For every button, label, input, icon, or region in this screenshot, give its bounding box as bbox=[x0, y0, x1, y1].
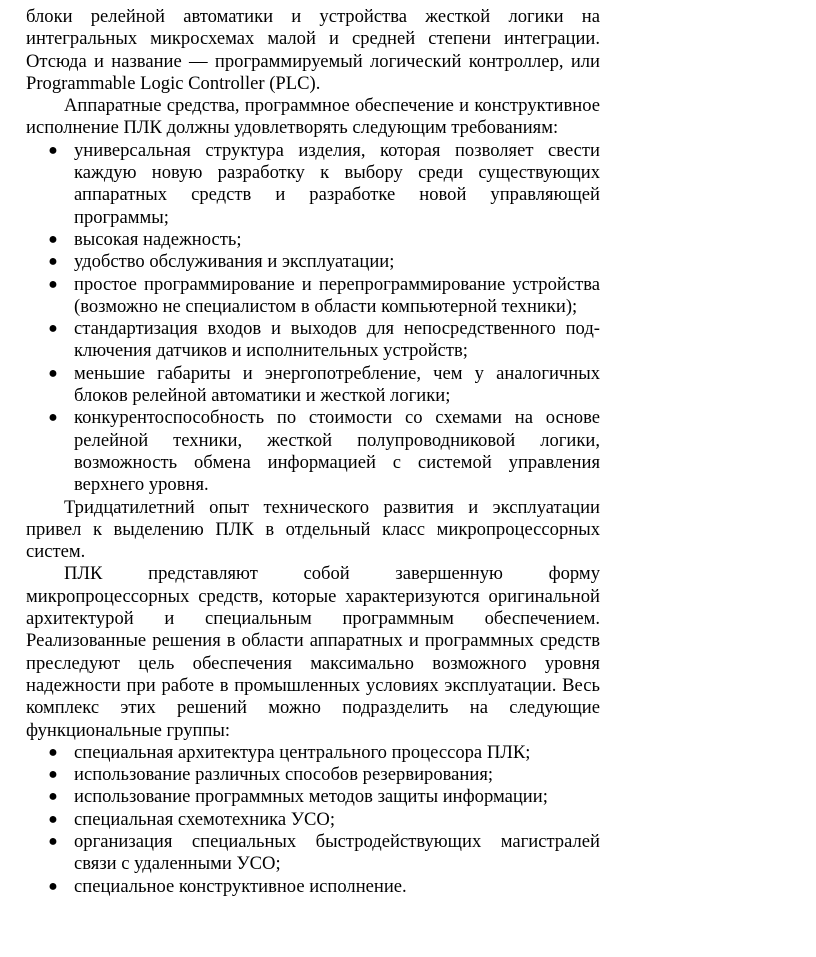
list-item-text: удобство обслуживания и эксплуатации; bbox=[74, 251, 395, 273]
bullet-icon: ● bbox=[48, 409, 58, 427]
list-item-text: простое программирование и перепрограммирование устройства (возможно не специалистом в области компьютерной техники); bbox=[74, 273, 600, 317]
list-item-text: специальная архитектура центрального процессора ПЛК; bbox=[74, 741, 531, 763]
bullet-icon: ● bbox=[48, 320, 58, 338]
functional-groups-list bbox=[26, 742, 600, 898]
bullet-icon: ● bbox=[48, 275, 58, 293]
bullet-icon: ● bbox=[48, 141, 58, 159]
list-item bbox=[26, 764, 600, 786]
list-item-text: меньшие габариты и энергопотребление, чем у аналогичных блоков релейной автоматики и жесткой логики; bbox=[74, 362, 600, 407]
list-item-text: универсальная структура изделия, которая позволяет свести каждую новую разработку к выбору среди существующих аппаратных средств и разработке новой управляющей программы; bbox=[74, 139, 600, 228]
list-item bbox=[26, 876, 600, 898]
list-item bbox=[26, 809, 600, 831]
bullet-icon: ● bbox=[48, 810, 58, 828]
list-item-text: специальное конструктивное исполнение. bbox=[74, 875, 407, 897]
list-item bbox=[26, 363, 600, 408]
bullet-icon: ● bbox=[48, 766, 58, 784]
list-item-text: высокая надежность; bbox=[74, 228, 242, 250]
list-item-text: использование различных способов резервирования; bbox=[74, 764, 494, 786]
list-item bbox=[26, 407, 600, 496]
bullet-icon: ● bbox=[48, 788, 58, 806]
list-item bbox=[26, 140, 600, 229]
list-item bbox=[26, 831, 600, 876]
list-item-text: конкурентоспособность по стоимости со схемами на основе релейной техники, жесткой полупроводниковой логики, возможность обмена информацией с системой управления верхнего уровня. bbox=[74, 407, 600, 496]
list-item bbox=[26, 786, 600, 808]
bullet-icon: ● bbox=[48, 253, 58, 271]
list-item bbox=[26, 274, 600, 319]
bullet-icon: ● bbox=[48, 832, 58, 850]
bullet-icon: ● bbox=[48, 364, 58, 382]
list-item-text: использование программных методов защиты информации; bbox=[74, 786, 548, 808]
paragraph-experience: Тридцатилетний опыт технического развития и эксплуатации привел к выделению ПЛК в отдельный класс микропроцессорных систем. bbox=[26, 496, 600, 563]
list-item bbox=[26, 318, 600, 363]
requirements-list bbox=[26, 140, 600, 497]
list-item-text: специальная схемотехника УСО; bbox=[74, 808, 335, 830]
paragraph-intro: блоки релейной автоматики и устройства жесткой логики на интегральных микросхемах малой и средней степени интеграции. Отсюда и название — программируемый логический контроллер, или Programmable Logic Controller (PLC). bbox=[26, 6, 600, 94]
list-item bbox=[26, 251, 600, 273]
document-page bbox=[26, 6, 600, 898]
list-item-text: стандартизация входов и выходов для непосредственного подключения датчиков и исполнительных устройств; bbox=[74, 318, 600, 362]
bullet-icon: ● bbox=[48, 877, 58, 895]
paragraph-plc-description: ПЛК представляют собой завершенную форму микропроцессорных средств, которые характеризуются оригинальной архитектурой и специальным программным обеспечением. Реализованные решения в области аппаратных и программных средств преследуют цель обеспечения максимально возможного уровня надежности при работе в промышленных условиях эксплуатации. Весь комплекс этих решений можно подразделить на следующие функциональные группы: bbox=[26, 563, 600, 741]
list-item bbox=[26, 229, 600, 251]
list-item bbox=[26, 742, 600, 764]
list-item-text: организация специальных быстродействующих магистралей связи с удаленными УСО; bbox=[74, 830, 600, 875]
bullet-icon: ● bbox=[48, 230, 58, 248]
paragraph-requirements-intro: Аппаратные средства, программное обеспечение и конструктивное исполнение ПЛК должны удовлетворять следующим требованиям: bbox=[26, 95, 600, 139]
bullet-icon: ● bbox=[48, 743, 58, 761]
